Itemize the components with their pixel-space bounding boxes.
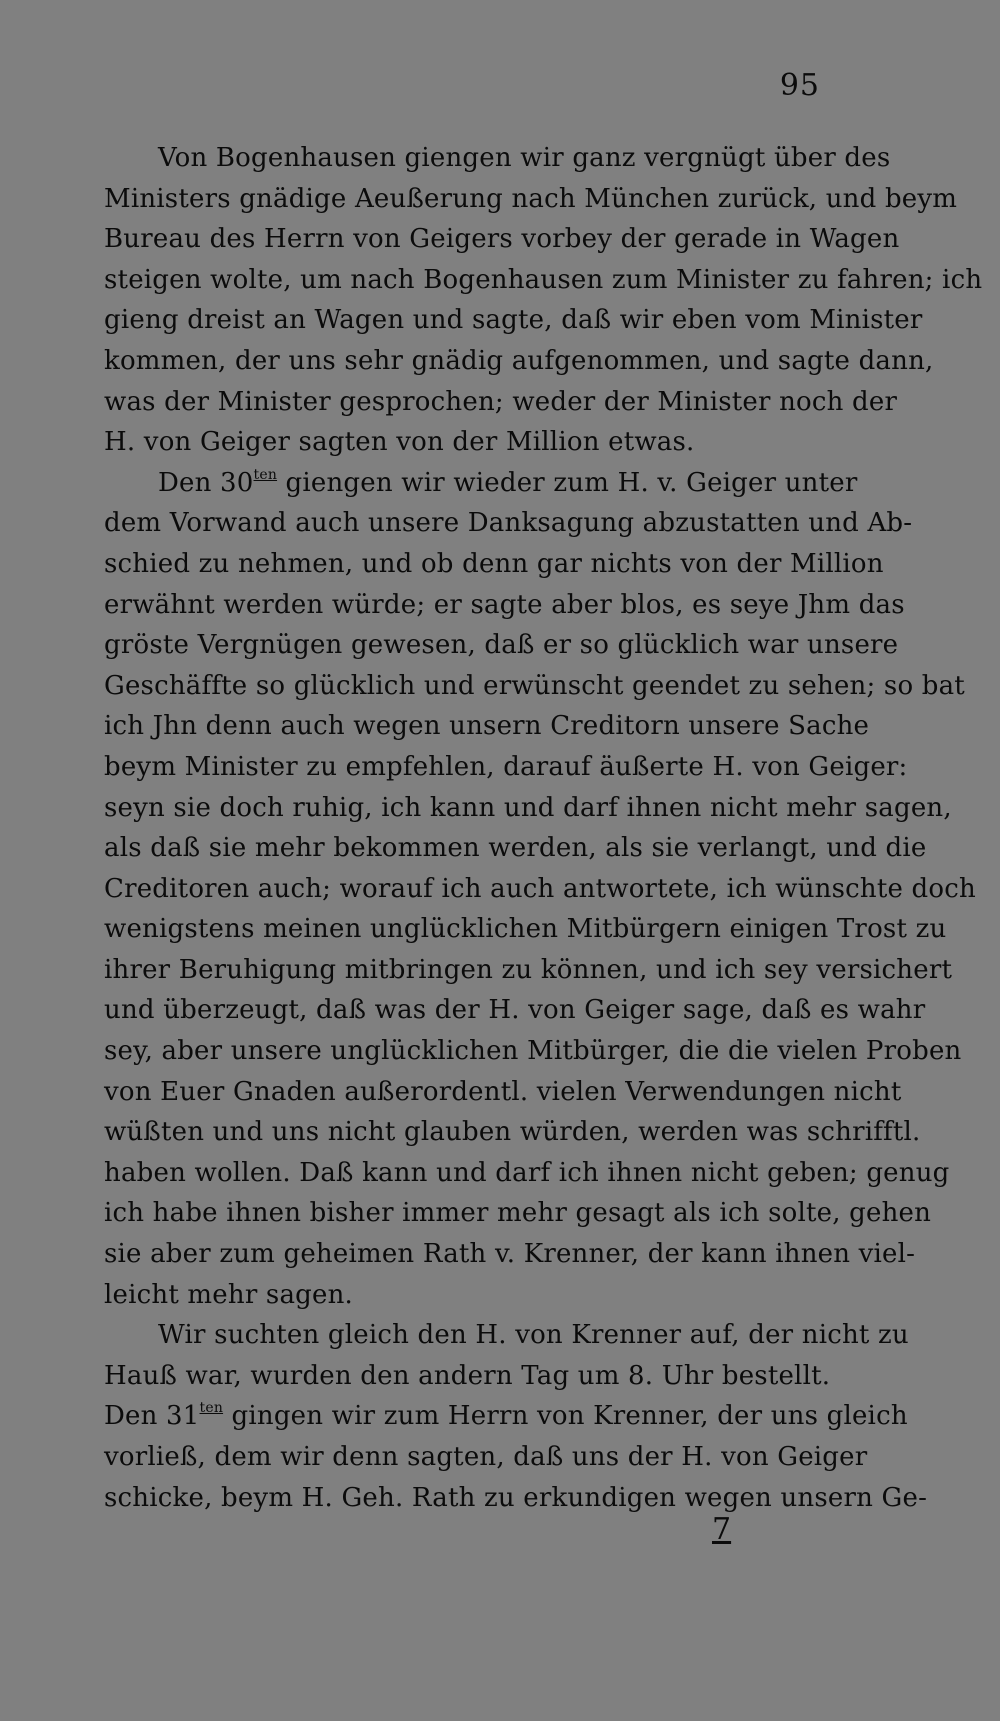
line-text: erwähnt werden würde; er sagte aber blos, es seye Jhm das xyxy=(104,589,905,620)
line-text: was der Minister gesprochen; weder der Minister noch der xyxy=(104,386,898,417)
text-line xyxy=(104,909,947,950)
line-text: sey, aber unsere unglücklichen Mitbürger, die die vielen Proben xyxy=(104,1036,962,1067)
line-text: leicht mehr sagen. xyxy=(104,1279,354,1310)
ordinal-superscript: ten xyxy=(199,1400,224,1417)
text-line xyxy=(104,990,926,1031)
text-line xyxy=(104,1234,916,1275)
text-line xyxy=(104,341,934,382)
line-text: Wir suchten gleich den H. von Krenner auf, der nicht zu xyxy=(158,1320,909,1351)
text-line xyxy=(104,585,905,626)
text-line xyxy=(104,1437,868,1478)
text-line xyxy=(104,422,828,463)
line-text: Geschäffte so glücklich und erwünscht geendet zu sehen; so bat xyxy=(104,670,965,701)
line-text: ihrer Beruhigung mitbringen zu können, und ich sey versichert xyxy=(104,954,953,985)
text-line xyxy=(104,747,908,788)
text-line xyxy=(104,1396,908,1437)
line-text: von Euer Gnaden außerordentl. vielen Verwendungen nicht xyxy=(104,1076,902,1107)
line-text: schicke, beym H. Geh. Rath zu erkundigen wegen unsern Ge- xyxy=(104,1482,928,1513)
line-text: gröste Vergnügen gewesen, daß er so glücklich war unsere xyxy=(104,630,899,661)
line-text: dem Vorwand auch unsere Danksagung abzustatten und Ab- xyxy=(104,508,913,539)
line-text: gingen wir zum Herrn von Krenner, der uns gleich xyxy=(223,1401,908,1432)
line-text: giengen wir wieder zum H. v. Geiger unter xyxy=(277,467,858,498)
line-text: wüßten und uns nicht glauben würden, werden was schrifftl. xyxy=(104,1117,921,1148)
text-line xyxy=(104,138,891,179)
text-line xyxy=(104,1153,950,1194)
text-line xyxy=(104,260,983,301)
text-line xyxy=(104,1112,921,1153)
text-line xyxy=(104,666,965,707)
line-prefix: Den 31 xyxy=(104,1401,200,1432)
text-line xyxy=(104,706,870,747)
text-line xyxy=(104,950,953,991)
line-text: Creditoren auch; worauf ich auch antwortete, ich wünschte doch xyxy=(104,873,976,904)
page-number: 95 xyxy=(779,68,820,103)
text-line xyxy=(104,828,927,869)
line-text: Hauß war, wurden den andern Tag um 8. Uhr bestellt. xyxy=(104,1360,831,1391)
line-text: haben wollen. Daß kann und darf ich ihnen nicht geben; genug xyxy=(104,1157,950,1188)
line-text: steigen wolte, um nach Bogenhausen zum Minister zu fahren; ich xyxy=(104,264,983,295)
signature-mark: 7 xyxy=(712,1512,732,1547)
text-line xyxy=(104,300,923,341)
ordinal-superscript: ten xyxy=(253,466,278,483)
line-text: Bureau des Herrn von Geigers vorbey der gerade in Wagen xyxy=(104,224,900,255)
text-line xyxy=(104,869,976,910)
line-text: seyn sie doch ruhig, ich kann und darf ihnen nicht mehr sagen, xyxy=(104,792,952,823)
text-line xyxy=(104,1193,932,1234)
line-text: vorließ, dem wir denn sagten, daß uns der H. von Geiger xyxy=(104,1442,868,1472)
text-line xyxy=(104,382,898,423)
text-line xyxy=(104,463,858,504)
line-text: schied zu nehmen, und ob denn gar nichts von der Million xyxy=(104,548,884,579)
text-line xyxy=(104,544,884,585)
line-prefix: Den 30 xyxy=(158,467,254,498)
text-line xyxy=(104,788,952,829)
text-line xyxy=(104,1275,828,1316)
line-text: kommen, der uns sehr gnädig aufgenommen, und sagte dann, xyxy=(104,345,934,376)
line-text: ich habe ihnen bisher immer mehr gesagt als ich solte, gehen xyxy=(104,1198,932,1229)
line-text: Ministers gnädige Aeußerung nach München zurück, und beym xyxy=(104,183,958,214)
body-text xyxy=(104,138,983,1518)
text-line xyxy=(104,625,899,666)
text-line xyxy=(104,179,958,220)
line-text: ich Jhn denn auch wegen unsern Creditorn unsere Sache xyxy=(104,711,870,742)
text-line xyxy=(104,219,900,260)
line-text: als daß sie mehr bekommen werden, als sie verlangt, und die xyxy=(104,833,927,864)
line-text: Von Bogenhausen giengen wir ganz vergnügt über des xyxy=(158,143,891,173)
text-line xyxy=(104,1072,902,1113)
line-text: gieng dreist an Wagen und sagte, daß wir eben vom Minister xyxy=(104,305,923,336)
line-text: beym Minister zu empfehlen, darauf äußerte H. von Geiger: xyxy=(104,751,908,782)
text-line xyxy=(104,1031,962,1072)
line-text: und überzeugt, daß was der H. von Geiger sage, daß es wahr xyxy=(104,995,926,1026)
text-line xyxy=(104,1315,909,1356)
text-line xyxy=(104,1356,831,1397)
line-text: H. von Geiger sagten von der Million etwas. xyxy=(104,427,695,458)
text-line xyxy=(104,503,913,544)
line-text: wenigstens meinen unglücklichen Mitbürgern einigen Trost zu xyxy=(104,914,947,945)
line-text: sie aber zum geheimen Rath v. Krenner, der kann ihnen viel- xyxy=(104,1239,916,1270)
